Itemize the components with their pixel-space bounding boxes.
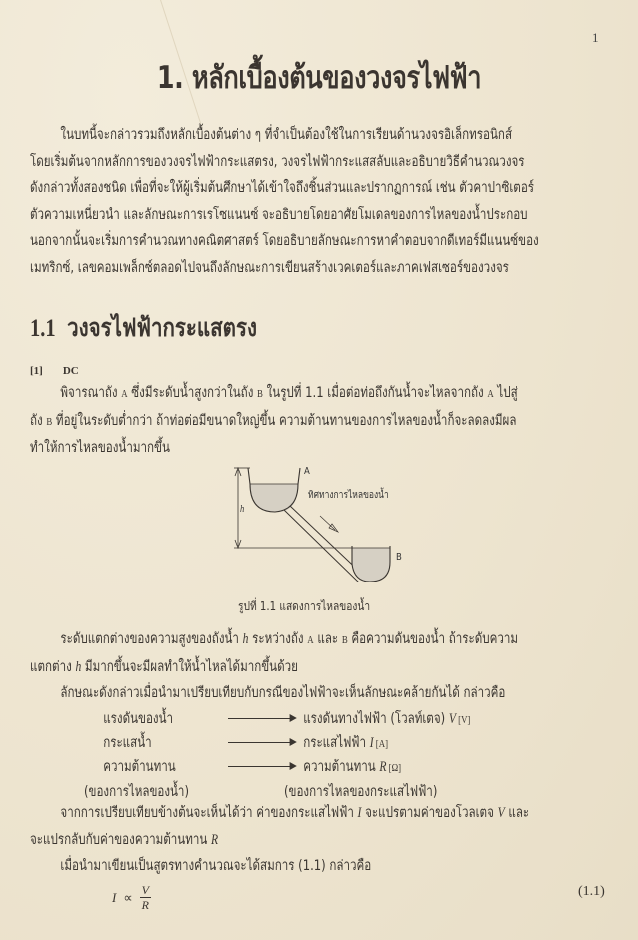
fraction: $\frac{V}{R}$ xyxy=(141,883,149,912)
reference-number: [1] xyxy=(30,365,43,377)
water-flow-figure xyxy=(220,462,450,582)
section-title: วงจรไฟฟ้ากระแสตรง xyxy=(67,313,257,342)
intro-line: นอกจากนั้นจะเริ่มการคำนวณทางคณิตศาสตร์ โดยอธิบายลักษณะการหาคำตอบจากดีเทอร์มีแนนซ์ของ xyxy=(30,233,539,249)
compare-line-2: แตกต่าง h มีมากขึ้นจะมีผลทำให้น้ำไหลได้มากขึ้นด้วย xyxy=(30,658,298,675)
conclusion-line-2: จะแปรกลับกับค่าของความต้านทาน R xyxy=(30,831,219,848)
height-label: h xyxy=(240,504,245,515)
compare-line-1: ระดับแตกต่างของความสูงของถังน้ำ h ระหว่างถัง A และ B คือความดันของน้ำ ถ้าระดับความ xyxy=(60,631,519,647)
section-number: 1.1 xyxy=(30,315,56,342)
mapping-row: ความต้านทาน ความต้านทาน R [Ω] xyxy=(103,758,402,775)
flow-direction-label: ทิศทางการไหลของน้ำ xyxy=(308,490,389,501)
intro-line: ดังกล่าวทั้งสองชนิด เพื่อที่จะให้ผู้เริ่มต้นศึกษาได้เข้าใจถึงชิ้นส่วนและปรากฏการณ์ เช่น ตัวคาปาซิเตอร์ xyxy=(30,180,535,196)
intro-line: เมทริกซ์, เลขคอมเพล็กซ์ตลอดไปจนถึงลักษณะการเขียนสร้างเวคเตอร์และภาคเฟสเซอร์ของวงจร xyxy=(30,259,509,276)
conclusion-line-1: จากการเปรียบเทียบข้างต้นจะเห็นได้ว่า ค่าของกระแสไฟฟ้า I จะแปรตามค่าของโวลเตจ V และ xyxy=(60,805,530,821)
equation-ohm-proportion: I ∝ $\frac{V}{R}$ xyxy=(112,883,149,912)
arrow-right-icon xyxy=(228,760,297,772)
conclusion-paragraph xyxy=(30,800,529,880)
page-number: 1 xyxy=(592,30,599,45)
intro-line: ตัวความเหนี่ยวนำ และลักษณะการเรโซแนนซ์ จะอธิบายโดยอาศัยโมเดลของการไหลของน้ำประกอบ xyxy=(30,206,528,223)
dc-line-2: ถัง B ที่อยู่ในระดับต่ำกว่า ถ้าท่อต่อมีขนาดใหญ่ขึ้น ความต้านทานของการไหลของน้ำก็จะลดลงมีผล xyxy=(30,412,517,429)
proportional-symbol: ∝ xyxy=(123,889,133,905)
conclusion-line-3: เมื่อนำมาเขียนเป็นสูตรทางคำนวณจะได้สมการ (1.1) กล่าวคือ xyxy=(60,858,372,874)
mapping-footer: (ของการไหลของน้ำ) (ของการไหลของกระแสไฟฟ้า) xyxy=(84,783,438,800)
chapter-title: 1. หลักเบื้องต้นของวงจรไฟฟ้า xyxy=(156,60,482,96)
mapping-row: กระแสน้ำ กระแสไฟฟ้า I [A] xyxy=(103,734,389,751)
intro-line: ในบทนี้จะกล่าวรวมถึงหลักเบื้องต้นต่าง ๆ ที่จำเป็นต้องใช้ในการเรียนด้านวงจรอิเล็กทรอนิกส์ xyxy=(60,127,513,143)
equation-number: (1.1) xyxy=(578,884,605,899)
tank-a-label: A xyxy=(304,466,310,477)
section-heading xyxy=(30,308,257,348)
tank-b-label: B xyxy=(396,552,402,563)
figure-caption: รูปที่ 1.1 แสดงการไหลของน้ำ xyxy=(238,599,371,613)
dc-line-1: พิจารณาถัง A ซึ่งมีระดับน้ำสูงกว่าในถัง B ในรูปที่ 1.1 เมื่อต่อท่อถึงกันน้ำจะไหลจากถัง A ไปสู่ xyxy=(60,385,518,401)
dc-paragraph xyxy=(30,380,518,462)
reference-label xyxy=(30,365,79,377)
mapping-row: แรงดันของน้ำ แรงดันทางไฟฟ้า (โวลท์เตจ) V [V] xyxy=(103,710,471,727)
compare-line-3: ลักษณะดังกล่าวเมื่อนำมาเปรียบเทียบกับกรณีของไฟฟ้าจะเห็นลักษณะคล้ายกันได้ กล่าวคือ xyxy=(60,685,506,701)
dc-line-3: ทำให้การไหลของน้ำมากขึ้น xyxy=(30,440,170,456)
comparison-paragraph xyxy=(30,626,518,707)
water-tanks-diagram xyxy=(220,462,450,582)
intro-paragraph xyxy=(30,122,539,281)
analogy-mapping xyxy=(84,706,470,804)
arrow-right-icon xyxy=(228,712,297,724)
reference-topic: DC xyxy=(62,365,79,377)
arrow-right-icon xyxy=(228,736,297,748)
intro-line: โดยเริ่มต้นจากหลักการของวงจรไฟฟ้ากระแสตรง, วงจรไฟฟ้ากระแสสลับและอธิบายวิธีคำนวณวงจร xyxy=(30,153,525,170)
